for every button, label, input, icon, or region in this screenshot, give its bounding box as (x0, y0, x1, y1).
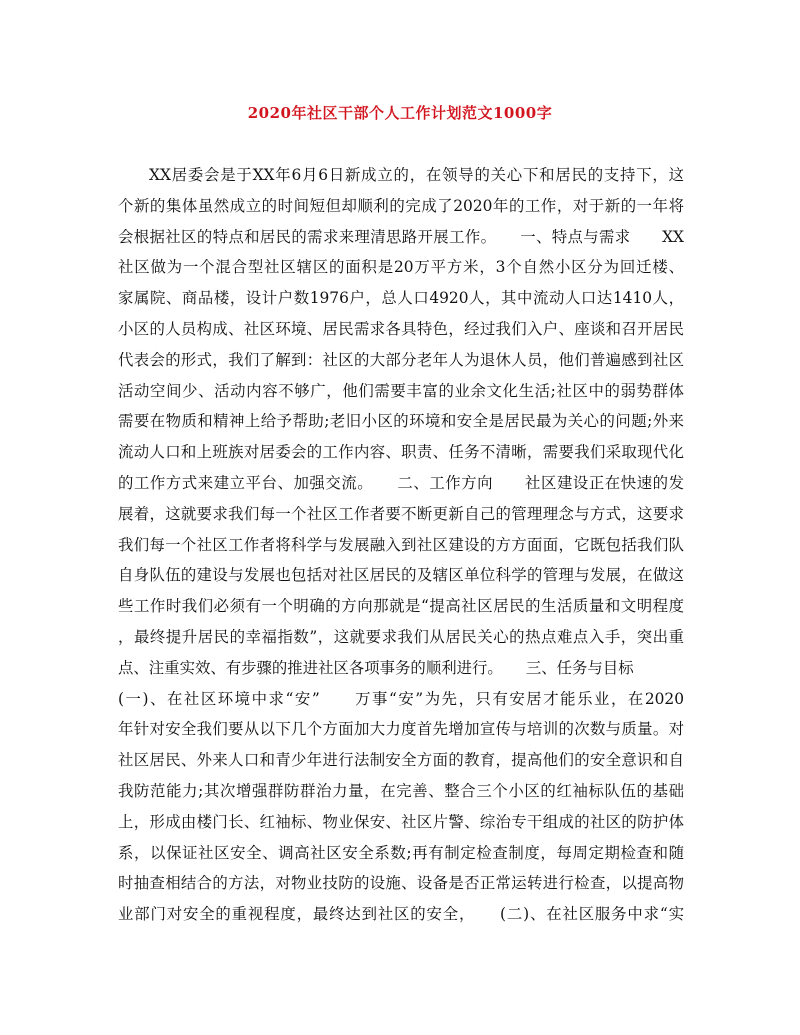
body-line: ，最终提升居民的幸福指数”，这就要求我们从居民关心的热点难点入手，突出重 (118, 627, 684, 646)
body-line: 年针对安全我们要从以下几个方面加大力度首先增加宣传与培训的次数与质量。对 (118, 720, 684, 739)
body-line: 系，以保证社区安全、调高社区安全系数;再有制定检查制度，每周定期检查和随 (118, 843, 684, 862)
body-line: 活动空间少、活动内容不够广，他们需要丰富的业余文化生活;社区中的弱势群体 (118, 381, 684, 400)
body-line: 时抽查相结合的方法，对物业技防的设施、设备是否正常运转进行检查，以提高物 (118, 874, 684, 893)
body-line: 小区的人员构成、社区环境、居民需求各具特色，经过我们入户、座谈和召开居民 (118, 319, 684, 338)
body-line: 家属院、商品楼，设计户数1976户，总人口4920人，其中流动人口达1410人， (118, 289, 684, 308)
body-line: 个新的集体虽然成立的时间短但却顺利的完成了2020年的工作，对于新的一年将 (118, 196, 684, 215)
body-line: 会根据社区的特点和居民的需求来理清思路开展工作。 一、特点与需求 XX (118, 227, 684, 246)
body-line: 社区居民、外来人口和青少年进行法制安全方面的教育，提高他们的安全意识和自 (118, 751, 684, 770)
body-line: XX居委会是于XX年6月6日新成立的，在领导的关心下和居民的支持下，这 (149, 166, 684, 184)
body-line: 代表会的形式，我们了解到：社区的大部分老年人为退休人员，他们普遍感到社区 (118, 350, 684, 369)
body-line: 自身队伍的建设与发展也包括对社区居民的及辖区单位科学的管理与发展，在做这 (118, 566, 684, 585)
body-line: 业部门对安全的重视程度，最终达到社区的安全， (二)、在社区服务中求“实 (118, 905, 684, 924)
body-line: 流动人口和上班族对居委会的工作内容、职责、任务不清晰，需要我们采取现代化 (118, 443, 684, 462)
body-line: 上，形成由楼门长、红袖标、物业保安、社区片警、综治专干组成的社区的防护体 (118, 812, 684, 831)
body-line: 点、注重实效、有步骤的推进社区各项事务的顺利进行。 三、任务与目标 (118, 658, 634, 677)
body-line: 我防范能力;其次增强群防群治力量，在完善、整合三个小区的红袖标队伍的基础 (118, 781, 684, 800)
document-body (118, 160, 684, 930)
body-line: 些工作时我们必须有一个明确的方向那就是“提高社区居民的生活质量和文明程度 (118, 597, 684, 616)
body-line: 的工作方式来建立平台、加强交流。 二、工作方向 社区建设正在快速的发 (118, 473, 684, 492)
body-line: 社区做为一个混合型社区辖区的面积是20万平方米，3个自然小区分为回迁楼、 (118, 258, 684, 277)
body-line: 需要在物质和精神上给予帮助;老旧小区的环境和安全是居民最为关心的问题;外来 (118, 412, 684, 431)
body-line: 展着，这就要求我们每一个社区工作者要不断更新自己的管理理念与方式，这要求 (118, 504, 684, 523)
body-line: (一)、在社区环境中求“安” 万事“安”为先，只有安居才能乐业，在2020 (118, 689, 684, 708)
body-line: 我们每一个社区工作者将科学与发展融入到社区建设的方方面面，它既包括我们队 (118, 535, 684, 554)
document-title: 2020年社区干部个人工作计划范文1000字 (247, 104, 553, 122)
